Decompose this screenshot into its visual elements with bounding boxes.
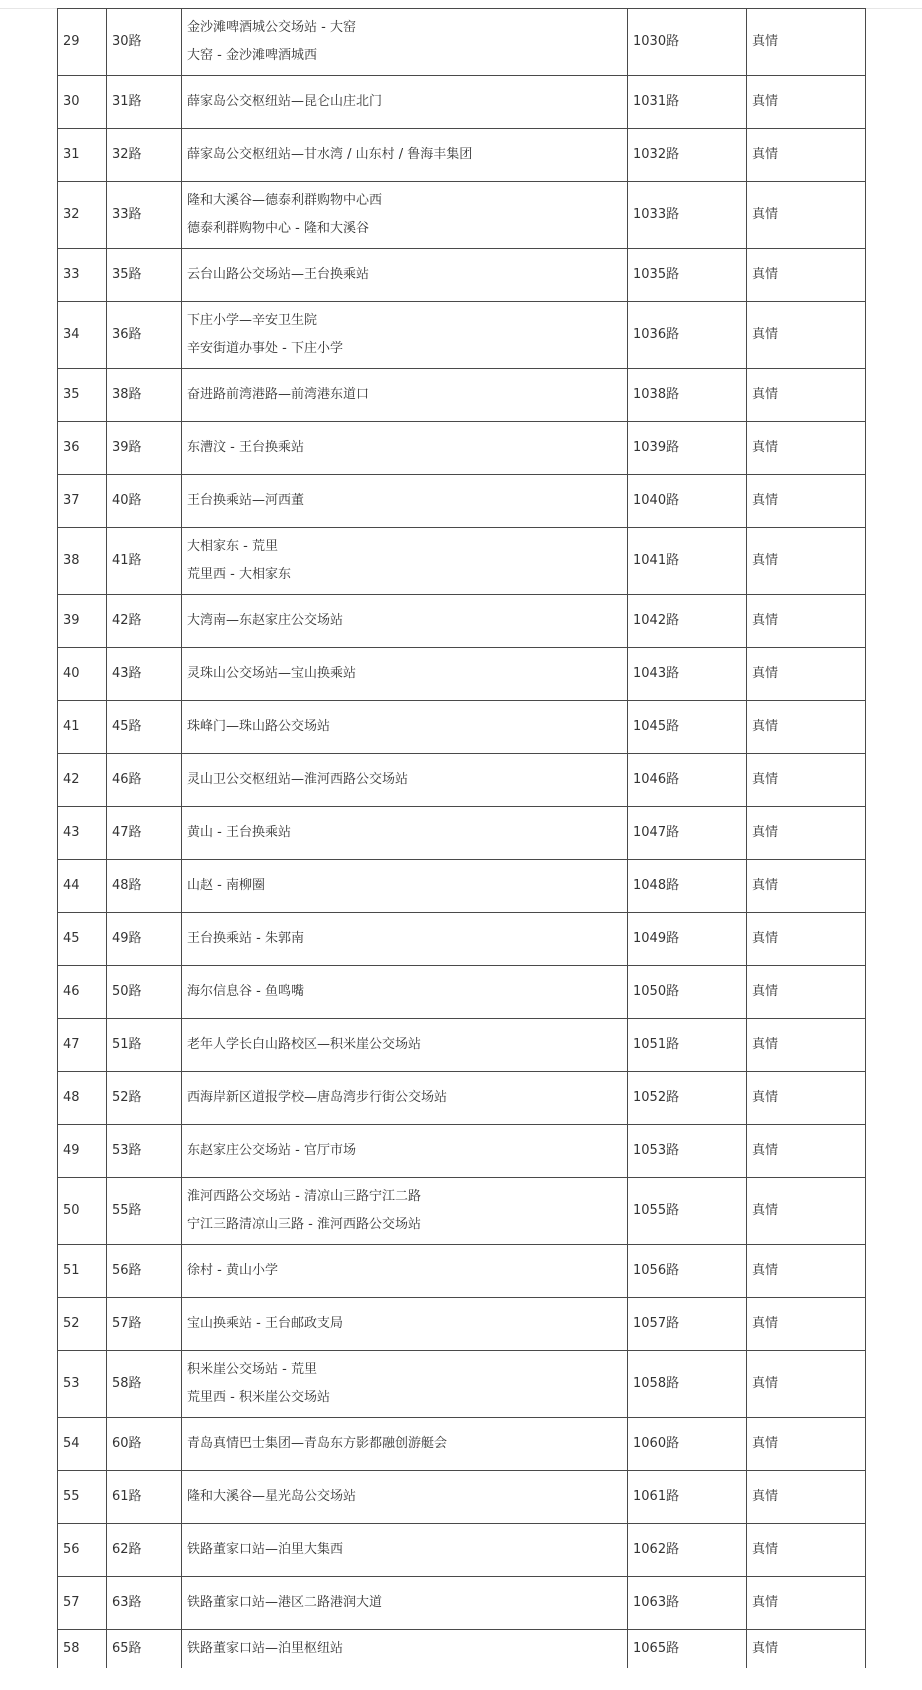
route-description-cell [182, 648, 628, 701]
table-row [58, 1178, 866, 1245]
row-index-cell: 46 [58, 966, 107, 1019]
route-description-line: 下庄小学—辛安卫生院 [187, 313, 318, 328]
route-description-line: 灵珠山公交场站—宝山换乘站 [187, 666, 357, 681]
new-route-cell: 1042路 [628, 595, 747, 648]
old-route-cell: 32路 [107, 129, 182, 182]
route-description-line: 王台换乘站 - 朱郭南 [187, 931, 304, 946]
operator-cell: 真情 [747, 369, 866, 422]
table-row [58, 1125, 866, 1178]
new-route-cell: 1053路 [628, 1125, 747, 1178]
route-description-cell [182, 1630, 628, 1669]
row-index-cell: 57 [58, 1577, 107, 1630]
old-route-cell: 30路 [107, 9, 182, 76]
row-index-cell: 30 [58, 76, 107, 129]
old-route-cell: 53路 [107, 1125, 182, 1178]
operator-cell: 真情 [747, 1245, 866, 1298]
operator-cell: 真情 [747, 1019, 866, 1072]
new-route-cell: 1035路 [628, 249, 747, 302]
old-route-cell: 39路 [107, 422, 182, 475]
new-route-cell: 1062路 [628, 1524, 747, 1577]
new-route-cell: 1049路 [628, 913, 747, 966]
route-description-line: 辛安街道办事处 - 下庄小学 [187, 341, 343, 356]
route-description-cell [182, 182, 628, 249]
old-route-cell: 51路 [107, 1019, 182, 1072]
operator-cell: 真情 [747, 422, 866, 475]
route-description-cell [182, 1524, 628, 1577]
operator-cell: 真情 [747, 595, 866, 648]
table-row [58, 475, 866, 528]
row-index-cell: 50 [58, 1178, 107, 1245]
table-row [58, 913, 866, 966]
route-description-line: 铁路董家口站—泊里大集西 [187, 1542, 344, 1557]
operator-cell: 真情 [747, 1351, 866, 1418]
route-description-cell [182, 1471, 628, 1524]
old-route-cell: 36路 [107, 302, 182, 369]
route-description-cell [182, 913, 628, 966]
row-index-cell: 36 [58, 422, 107, 475]
new-route-cell: 1045路 [628, 701, 747, 754]
route-description-cell [182, 528, 628, 595]
table-row [58, 76, 866, 129]
route-description-cell [182, 1125, 628, 1178]
table-row [58, 754, 866, 807]
old-route-cell: 40路 [107, 475, 182, 528]
route-description-cell [182, 1178, 628, 1245]
old-route-cell: 63路 [107, 1577, 182, 1630]
operator-cell: 真情 [747, 1524, 866, 1577]
new-route-cell: 1056路 [628, 1245, 747, 1298]
new-route-cell: 1047路 [628, 807, 747, 860]
new-route-cell: 1060路 [628, 1418, 747, 1471]
new-route-cell: 1038路 [628, 369, 747, 422]
old-route-cell: 65路 [107, 1630, 182, 1669]
route-description-cell [182, 9, 628, 76]
route-description-cell [182, 966, 628, 1019]
new-route-cell: 1057路 [628, 1298, 747, 1351]
row-index-cell: 33 [58, 249, 107, 302]
row-index-cell: 37 [58, 475, 107, 528]
table-row [58, 701, 866, 754]
operator-cell: 真情 [747, 76, 866, 129]
route-description-cell [182, 860, 628, 913]
operator-cell: 真情 [747, 1471, 866, 1524]
table-row [58, 966, 866, 1019]
operator-cell: 真情 [747, 701, 866, 754]
row-index-cell: 48 [58, 1072, 107, 1125]
operator-cell: 真情 [747, 528, 866, 595]
old-route-cell: 31路 [107, 76, 182, 129]
route-description-cell [182, 249, 628, 302]
route-description-line: 奋进路前湾港路—前湾港东道口 [187, 387, 370, 402]
route-description-line: 徐村 - 黄山小学 [187, 1263, 278, 1278]
operator-cell: 真情 [747, 249, 866, 302]
old-route-cell: 50路 [107, 966, 182, 1019]
old-route-cell: 33路 [107, 182, 182, 249]
operator-cell: 真情 [747, 1577, 866, 1630]
row-index-cell: 52 [58, 1298, 107, 1351]
old-route-cell: 58路 [107, 1351, 182, 1418]
route-description-line: 大窑 - 金沙滩啤酒城西 [187, 48, 317, 63]
table-row [58, 807, 866, 860]
route-description-line: 薛家岛公交枢纽站—甘水湾 / 山东村 / 鲁海丰集团 [187, 147, 473, 162]
route-description-line: 荒里西 - 积米崖公交场站 [187, 1390, 330, 1405]
row-index-cell: 41 [58, 701, 107, 754]
route-description-cell [182, 475, 628, 528]
new-route-cell: 1050路 [628, 966, 747, 1019]
table-row [58, 302, 866, 369]
row-index-cell: 34 [58, 302, 107, 369]
old-route-cell: 60路 [107, 1418, 182, 1471]
route-description-line: 荒里西 - 大相家东 [187, 567, 291, 582]
operator-cell: 真情 [747, 302, 866, 369]
row-index-cell: 47 [58, 1019, 107, 1072]
route-description-line: 铁路董家口站—港区二路港润大道 [187, 1595, 383, 1610]
route-description-line: 灵山卫公交枢纽站—淮河西路公交场站 [187, 772, 409, 787]
table-row [58, 1630, 866, 1669]
row-index-cell: 29 [58, 9, 107, 76]
operator-cell: 真情 [747, 1072, 866, 1125]
table-row [58, 369, 866, 422]
route-description-line: 山赵 - 南柳圈 [187, 878, 265, 893]
old-route-cell: 49路 [107, 913, 182, 966]
row-index-cell: 43 [58, 807, 107, 860]
row-index-cell: 54 [58, 1418, 107, 1471]
row-index-cell: 35 [58, 369, 107, 422]
new-route-cell: 1065路 [628, 1630, 747, 1669]
route-description-cell [182, 595, 628, 648]
old-route-cell: 41路 [107, 528, 182, 595]
new-route-cell: 1048路 [628, 860, 747, 913]
route-description-line: 大相家东 - 荒里 [187, 539, 278, 554]
route-description-line: 隆和大溪谷—星光岛公交场站 [187, 1489, 357, 1504]
operator-cell: 真情 [747, 9, 866, 76]
table-row [58, 860, 866, 913]
table-row [58, 1524, 866, 1577]
new-route-cell: 1036路 [628, 302, 747, 369]
new-route-cell: 1055路 [628, 1178, 747, 1245]
route-description-line: 珠峰门—珠山路公交场站 [187, 719, 331, 734]
operator-cell: 真情 [747, 182, 866, 249]
operator-cell: 真情 [747, 475, 866, 528]
old-route-cell: 45路 [107, 701, 182, 754]
route-description-line: 金沙滩啤酒城公交场站 - 大窑 [187, 20, 356, 35]
new-route-cell: 1046路 [628, 754, 747, 807]
new-route-cell: 1058路 [628, 1351, 747, 1418]
table-row [58, 1471, 866, 1524]
old-route-cell: 55路 [107, 1178, 182, 1245]
route-description-cell [182, 1351, 628, 1418]
route-description-line: 西海岸新区道报学校—唐岛湾步行街公交场站 [187, 1090, 448, 1105]
row-index-cell: 55 [58, 1471, 107, 1524]
route-description-line: 海尔信息谷 - 鱼鸣嘴 [187, 984, 304, 999]
table-row [58, 1019, 866, 1072]
row-index-cell: 56 [58, 1524, 107, 1577]
operator-cell: 真情 [747, 129, 866, 182]
old-route-cell: 35路 [107, 249, 182, 302]
route-description-cell [182, 1072, 628, 1125]
row-index-cell: 32 [58, 182, 107, 249]
row-index-cell: 44 [58, 860, 107, 913]
new-route-cell: 1040路 [628, 475, 747, 528]
row-index-cell: 39 [58, 595, 107, 648]
new-route-cell: 1033路 [628, 182, 747, 249]
operator-cell: 真情 [747, 754, 866, 807]
row-index-cell: 40 [58, 648, 107, 701]
new-route-cell: 1063路 [628, 1577, 747, 1630]
route-description-line: 东赵家庄公交场站 - 官厅市场 [187, 1143, 356, 1158]
route-description-line: 淮河西路公交场站 - 清凉山三路宁江二路 [187, 1189, 421, 1204]
row-index-cell: 42 [58, 754, 107, 807]
table-row [58, 1298, 866, 1351]
operator-cell: 真情 [747, 1630, 866, 1669]
table-row [58, 129, 866, 182]
table-row [58, 249, 866, 302]
old-route-cell: 47路 [107, 807, 182, 860]
route-description-line: 德泰利群购物中心 - 隆和大溪谷 [187, 221, 369, 236]
old-route-cell: 43路 [107, 648, 182, 701]
new-route-cell: 1051路 [628, 1019, 747, 1072]
row-index-cell: 51 [58, 1245, 107, 1298]
route-table-body [58, 9, 866, 1669]
table-row [58, 595, 866, 648]
route-description-line: 隆和大溪谷—德泰利群购物中心西 [187, 193, 383, 208]
operator-cell: 真情 [747, 1418, 866, 1471]
new-route-cell: 1039路 [628, 422, 747, 475]
table-row [58, 1245, 866, 1298]
route-description-line: 铁路董家口站—泊里枢纽站 [187, 1641, 344, 1656]
route-description-line: 大湾南—东赵家庄公交场站 [187, 613, 344, 628]
old-route-cell: 46路 [107, 754, 182, 807]
table-row [58, 648, 866, 701]
operator-cell: 真情 [747, 913, 866, 966]
route-description-line: 宁江三路清凉山三路 - 淮河西路公交场站 [187, 1217, 421, 1232]
new-route-cell: 1061路 [628, 1471, 747, 1524]
table-row [58, 422, 866, 475]
route-description-cell [182, 1298, 628, 1351]
row-index-cell: 45 [58, 913, 107, 966]
route-description-cell [182, 807, 628, 860]
old-route-cell: 38路 [107, 369, 182, 422]
table-row [58, 528, 866, 595]
operator-cell: 真情 [747, 1178, 866, 1245]
route-description-cell [182, 1418, 628, 1471]
table-row [58, 182, 866, 249]
new-route-cell: 1032路 [628, 129, 747, 182]
route-description-line: 黄山 - 王台换乘站 [187, 825, 291, 840]
new-route-cell: 1043路 [628, 648, 747, 701]
table-row [58, 1072, 866, 1125]
row-index-cell: 58 [58, 1630, 107, 1669]
table-row [58, 1418, 866, 1471]
route-description-cell [182, 422, 628, 475]
old-route-cell: 48路 [107, 860, 182, 913]
old-route-cell: 57路 [107, 1298, 182, 1351]
route-description-cell [182, 302, 628, 369]
operator-cell: 真情 [747, 648, 866, 701]
old-route-cell: 62路 [107, 1524, 182, 1577]
route-description-cell [182, 129, 628, 182]
route-description-line: 积米崖公交场站 - 荒里 [187, 1362, 317, 1377]
table-row [58, 1577, 866, 1630]
route-description-cell [182, 369, 628, 422]
table-row [58, 9, 866, 76]
operator-cell: 真情 [747, 1125, 866, 1178]
old-route-cell: 52路 [107, 1072, 182, 1125]
route-description-cell [182, 1245, 628, 1298]
new-route-cell: 1052路 [628, 1072, 747, 1125]
route-description-cell [182, 701, 628, 754]
old-route-cell: 56路 [107, 1245, 182, 1298]
route-description-line: 王台换乘站—河西董 [187, 493, 305, 508]
route-description-cell [182, 754, 628, 807]
table-row [58, 1351, 866, 1418]
new-route-cell: 1031路 [628, 76, 747, 129]
operator-cell: 真情 [747, 1298, 866, 1351]
operator-cell: 真情 [747, 966, 866, 1019]
route-description-line: 宝山换乘站 - 王台邮政支局 [187, 1316, 343, 1331]
route-description-cell [182, 1577, 628, 1630]
row-index-cell: 49 [58, 1125, 107, 1178]
route-description-line: 薛家岛公交枢纽站—昆仑山庄北门 [187, 94, 383, 109]
new-route-cell: 1041路 [628, 528, 747, 595]
route-renaming-table [57, 8, 866, 1668]
row-index-cell: 53 [58, 1351, 107, 1418]
route-description-line: 老年人学长白山路校区—积米崖公交场站 [187, 1037, 422, 1052]
operator-cell: 真情 [747, 860, 866, 913]
route-description-cell [182, 1019, 628, 1072]
route-description-line: 东漕汶 - 王台换乘站 [187, 440, 304, 455]
route-description-line: 云台山路公交场站—王台换乘站 [187, 267, 370, 282]
old-route-cell: 42路 [107, 595, 182, 648]
old-route-cell: 61路 [107, 1471, 182, 1524]
route-description-line: 青岛真情巴士集团—青岛东方影都融创游艇会 [187, 1436, 448, 1451]
row-index-cell: 38 [58, 528, 107, 595]
row-index-cell: 31 [58, 129, 107, 182]
operator-cell: 真情 [747, 807, 866, 860]
new-route-cell: 1030路 [628, 9, 747, 76]
route-description-cell [182, 76, 628, 129]
